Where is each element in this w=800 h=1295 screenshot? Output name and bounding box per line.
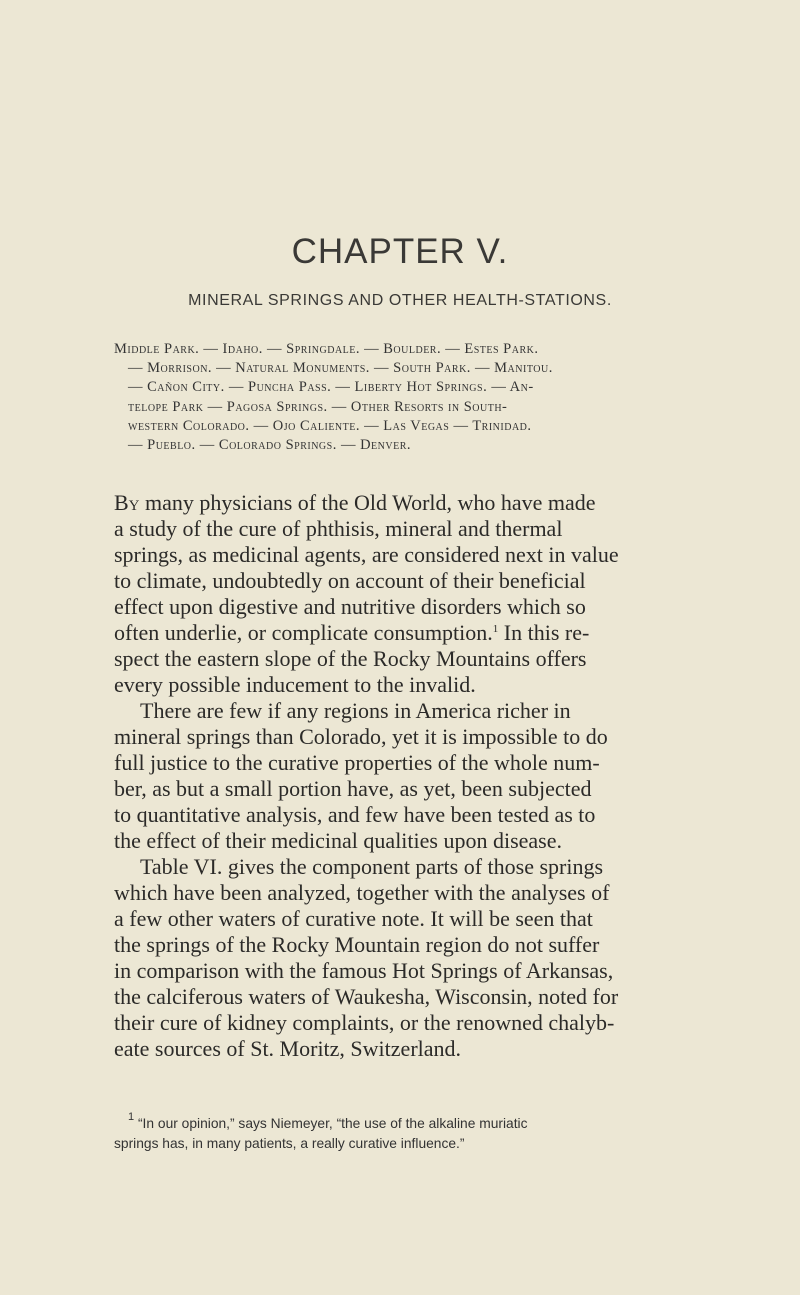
body-line: the effect of their medicinal qualities upon disease. <box>114 828 562 853</box>
body-line: full justice to the curative properties of the whole num- <box>114 750 600 775</box>
body-line: a study of the cure of phthisis, mineral and thermal <box>114 516 563 541</box>
synopsis-line: telope Park — Pagosa Springs. — Other Resorts in South- <box>128 398 508 415</box>
synopsis-line: — Pueblo. — Colorado Springs. — Denver. <box>128 437 412 454</box>
body-line: the calciferous waters of Waukesha, Wisconsin, noted for <box>114 984 619 1009</box>
body-line <box>114 620 714 646</box>
footnote <box>114 1111 714 1154</box>
body-line: every possible inducement to the invalid. <box>114 672 476 697</box>
body-line: to climate, undoubtedly on account of their beneficial <box>114 568 586 593</box>
body-line: effect upon digestive and nutritive disorders which so <box>114 594 586 619</box>
body-line: ber, as but a small portion have, as yet, been subjected <box>114 776 592 801</box>
body-text <box>114 490 714 1062</box>
chapter-synopsis <box>114 340 704 455</box>
footnote-text: “In our opinion,” says Niemeyer, “the use of the alkaline muriatic <box>134 1116 528 1131</box>
body-line: eate sources of St. Moritz, Switzerland. <box>114 1036 462 1061</box>
footnote-marker: 1 <box>128 1111 135 1123</box>
synopsis-line: western Colorado. — Ojo Caliente. — Las Vegas — Trinidad. <box>128 417 532 434</box>
body-line: a few other waters of curative note. It will be seen that <box>114 906 593 931</box>
footnote-line: springs has, in many patients, a really curative influence.” <box>114 1136 465 1151</box>
body-line <box>114 490 714 516</box>
section-title: MINERAL SPRINGS AND OTHER HEALTH-STATIONS. <box>188 292 612 309</box>
body-line-text: many physicians of the Old World, who have made <box>139 490 596 515</box>
body-line: spect the eastern slope of the Rocky Mountains offers <box>114 646 587 671</box>
synopsis-line: — Cañon City. — Puncha Pass. — Liberty Hot Springs. — An- <box>128 379 534 396</box>
body-line-text: In this re- <box>498 620 590 645</box>
body-line: which have been analyzed, together with the analyses of <box>114 880 610 905</box>
chapter-heading: CHAPTER V. <box>291 232 509 271</box>
body-line: the springs of the Rocky Mountain region do not suffer <box>114 932 600 957</box>
synopsis-line: Middle Park. — Idaho. — Springdale. — Boulder. — Estes Park. <box>114 341 539 357</box>
body-line: There are few if any regions in America richer in <box>140 698 571 723</box>
footnote-reference[interactable]: 1 <box>492 623 499 635</box>
body-line: to quantitative analysis, and few have been tested as to <box>114 802 596 827</box>
footnote-line <box>114 1111 714 1134</box>
drop-word: By <box>114 490 140 515</box>
synopsis-line: — Morrison. — Natural Monuments. — South Park. — Manitou. <box>128 360 553 377</box>
body-line-text: often underlie, or complicate consumption. <box>114 620 493 645</box>
body-line: springs, as medicinal agents, are considered next in value <box>114 542 619 567</box>
body-line: mineral springs than Colorado, yet it is impossible to do <box>114 724 608 749</box>
body-line: their cure of kidney complaints, or the renowned chalyb- <box>114 1010 615 1035</box>
body-line: in comparison with the famous Hot Springs of Arkansas, <box>114 958 614 983</box>
body-line: Table VI. gives the component parts of those springs <box>140 854 604 879</box>
